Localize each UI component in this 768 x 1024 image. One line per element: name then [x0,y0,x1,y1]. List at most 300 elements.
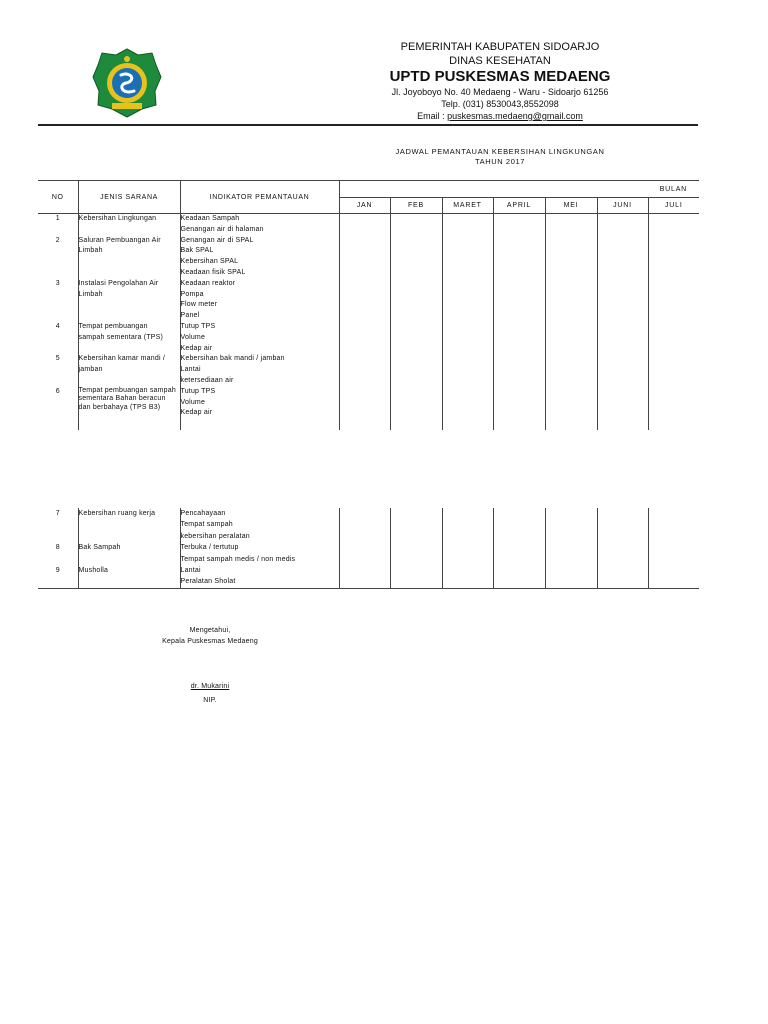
month-cell[interactable] [442,236,493,247]
month-cell[interactable] [648,519,699,530]
month-cell[interactable] [545,268,597,279]
month-cell[interactable] [442,565,493,576]
row-number [38,268,78,279]
government-name: PEMERINTAH KABUPATEN SIDOARJO [400,41,600,53]
row-indikator: Genangan air di SPAL [180,236,339,247]
month-cell[interactable] [597,508,648,519]
row-jenis-sarana: Saluran Pembuangan Air [78,236,180,247]
month-cell[interactable] [648,214,699,225]
month-cell[interactable] [545,311,597,322]
month-cell[interactable] [648,531,699,542]
month-cell[interactable] [390,214,442,225]
month-cell[interactable] [442,290,493,301]
month-cell[interactable] [648,376,699,387]
month-cell[interactable] [545,365,597,376]
month-cell[interactable] [339,554,390,565]
month-header: JULI [648,198,699,214]
month-cell[interactable] [493,300,545,311]
month-cell[interactable] [648,236,699,247]
month-header: APRIL [493,198,545,214]
signatory-name: dr. Mukarini [190,683,230,690]
row-jenis-sarana: Tempat pembuangan sampah sementara Bahan beracun dan berbahaya (TPS B3) [78,387,180,419]
row-number [38,300,78,311]
row-number [38,576,78,588]
month-cell[interactable] [390,554,442,565]
month-cell[interactable] [648,268,699,279]
month-cell[interactable] [545,246,597,257]
row-indikator: Keadaan reaktor [180,279,339,290]
month-cell[interactable] [597,576,648,588]
month-cell[interactable] [339,519,390,530]
month-cell[interactable] [648,311,699,322]
month-cell[interactable] [339,365,390,376]
month-cell[interactable] [442,542,493,553]
row-number [38,225,78,236]
header-divider [38,124,698,126]
month-cell[interactable] [339,419,390,430]
row-number: 4 [55,322,60,330]
month-cell[interactable] [597,365,648,376]
header-indikator: INDIKATOR PEMANTAUAN [180,181,339,214]
row-jenis-sarana [78,300,180,311]
month-cell[interactable] [648,565,699,576]
row-indikator: Bak SPAL [180,246,339,257]
month-header: MARET [442,198,493,214]
month-cell[interactable] [597,419,648,430]
table-row [38,354,699,365]
month-cell[interactable] [493,519,545,530]
month-cell[interactable] [493,554,545,565]
row-jenis-sarana: Limbah [78,246,180,257]
month-header: JAN [339,198,390,214]
month-cell[interactable] [493,365,545,376]
month-cell[interactable] [390,236,442,247]
month-cell[interactable] [597,279,648,290]
month-cell[interactable] [648,365,699,376]
month-cell[interactable] [339,376,390,387]
month-cell[interactable] [597,236,648,247]
row-indikator: Keadaan fisik SPAL [180,268,339,279]
month-cell[interactable] [648,290,699,301]
email-link[interactable]: puskesmas.medaeng@gmail.com [447,111,583,121]
month-cell[interactable] [390,408,442,419]
month-cell[interactable] [545,257,597,268]
row-jenis-sarana: Kebersihan ruang kerja [78,508,180,519]
month-cell[interactable] [442,311,493,322]
month-cell[interactable] [648,576,699,588]
row-number: 3 [55,279,60,287]
month-cell[interactable] [339,300,390,311]
row-number [38,257,78,268]
row-indikator: Keadaan Sampah [180,214,339,225]
month-cell[interactable] [390,576,442,588]
month-cell[interactable] [442,246,493,257]
table-row [38,311,699,322]
month-cell[interactable] [442,333,493,344]
row-jenis-sarana: jamban [78,365,180,376]
row-indikator: Pencahayaan [180,508,339,519]
row-number: 6 [55,387,60,395]
month-cell[interactable] [597,376,648,387]
signature-known-label: Mengetahui, [189,627,231,634]
table-row [38,519,699,530]
month-cell[interactable] [648,408,699,419]
row-indikator: Kedap air [180,344,339,355]
month-cell[interactable] [648,257,699,268]
address-line: Jl. Joyoboyo No. 40 Medaeng - Waru - Sidoarjo 61256 [391,87,609,97]
month-cell[interactable] [545,344,597,355]
month-cell[interactable] [597,387,648,398]
row-number [38,333,78,344]
month-cell[interactable] [442,576,493,588]
email-label: Email : [417,111,448,121]
month-cell[interactable] [339,268,390,279]
month-cell[interactable] [597,344,648,355]
month-cell[interactable] [390,290,442,301]
month-cell[interactable] [442,365,493,376]
month-cell[interactable] [597,225,648,236]
month-cell[interactable] [545,419,597,430]
table-row [38,531,699,542]
table-row [38,333,699,344]
month-cell[interactable] [390,387,442,398]
row-number [38,311,78,322]
row-jenis-sarana [78,268,180,279]
month-cell[interactable] [597,531,648,542]
month-cell[interactable] [339,408,390,419]
row-number: 5 [55,355,60,363]
row-number: 1 [55,215,60,222]
table-row [38,376,699,387]
month-cell[interactable] [339,225,390,236]
row-indikator: Kebersihan bak mandi / jamban [180,354,339,365]
row-jenis-sarana [78,519,180,530]
month-cell[interactable] [648,344,699,355]
month-cell[interactable] [339,531,390,542]
month-cell[interactable] [339,387,390,398]
month-header: FEB [390,198,442,214]
month-cell[interactable] [597,300,648,311]
table-row [38,225,699,236]
month-cell[interactable] [545,554,597,565]
month-cell[interactable] [390,508,442,519]
row-indikator: Tempat sampah [180,519,339,530]
month-cell[interactable] [493,408,545,419]
month-cell[interactable] [493,214,545,225]
month-cell[interactable] [545,236,597,247]
table-row [38,387,699,398]
month-cell[interactable] [545,565,597,576]
month-cell[interactable] [648,554,699,565]
month-cell[interactable] [339,246,390,257]
month-cell[interactable] [545,398,597,409]
row-indikator: Kedap air [180,408,339,419]
month-cell[interactable] [442,519,493,530]
schedule-table-part-2 [38,508,699,589]
month-cell[interactable] [442,508,493,519]
header-bulan: BULAN [339,181,699,198]
row-jenis-sarana [78,531,180,542]
month-cell[interactable] [648,246,699,257]
table-row [38,257,699,268]
row-jenis-sarana [78,376,180,387]
month-cell[interactable] [648,333,699,344]
month-cell[interactable] [339,322,390,333]
row-jenis-sarana [78,344,180,355]
month-cell[interactable] [442,279,493,290]
row-indikator: Tempat sampah medis / non medis [180,554,339,565]
month-cell[interactable] [339,354,390,365]
month-cell[interactable] [493,398,545,409]
month-cell[interactable] [493,257,545,268]
regency-emblem-logo [92,47,162,119]
month-cell[interactable] [390,365,442,376]
month-cell[interactable] [390,354,442,365]
month-cell[interactable] [390,311,442,322]
month-cell[interactable] [648,354,699,365]
month-cell[interactable] [390,565,442,576]
month-cell[interactable] [597,519,648,530]
month-cell[interactable] [648,387,699,398]
month-cell[interactable] [339,576,390,588]
row-number [38,531,78,542]
month-cell[interactable] [493,246,545,257]
month-cell[interactable] [442,300,493,311]
month-cell[interactable] [493,542,545,553]
month-cell[interactable] [442,214,493,225]
month-cell[interactable] [390,257,442,268]
month-cell[interactable] [390,300,442,311]
row-jenis-sarana: Kebersihan kamar mandi / [78,354,180,365]
month-cell[interactable] [390,542,442,553]
month-cell[interactable] [442,322,493,333]
row-jenis-sarana [78,225,180,236]
month-cell[interactable] [648,419,699,430]
row-number: 7 [55,510,60,517]
month-cell[interactable] [545,322,597,333]
table-row [38,554,699,565]
month-cell[interactable] [390,246,442,257]
month-cell[interactable] [390,419,442,430]
month-cell[interactable] [648,225,699,236]
month-cell[interactable] [545,354,597,365]
month-cell[interactable] [545,376,597,387]
month-cell[interactable] [545,279,597,290]
month-cell[interactable] [648,542,699,553]
month-cell[interactable] [648,508,699,519]
department-name: DINAS KESEHATAN [449,55,551,67]
month-cell[interactable] [493,531,545,542]
month-cell[interactable] [597,554,648,565]
month-cell[interactable] [648,322,699,333]
row-number [38,554,78,565]
month-cell[interactable] [597,354,648,365]
month-cell[interactable] [493,508,545,519]
row-indikator: kebersihan peralatan [180,531,339,542]
month-cell[interactable] [545,542,597,553]
month-cell[interactable] [493,322,545,333]
month-cell[interactable] [648,279,699,290]
row-jenis-sarana: Bak Sampah [78,542,180,553]
month-cell[interactable] [493,333,545,344]
table-row [38,419,699,430]
table-row [38,279,699,290]
row-indikator: Pompa [180,290,339,301]
email-line [330,111,670,121]
table-row [38,236,699,247]
month-cell[interactable] [493,268,545,279]
table-row [38,246,699,257]
month-cell[interactable] [442,554,493,565]
month-cell[interactable] [493,290,545,301]
row-jenis-sarana: Limbah [78,290,180,301]
month-cell[interactable] [545,519,597,530]
month-cell[interactable] [339,290,390,301]
row-indikator: Terbuka / tertutup [180,542,339,553]
row-indikator: Panel [180,311,339,322]
row-number: 2 [55,236,60,244]
month-cell[interactable] [597,257,648,268]
month-cell[interactable] [597,214,648,225]
month-cell[interactable] [390,225,442,236]
month-cell[interactable] [390,519,442,530]
month-cell[interactable] [442,408,493,419]
month-cell[interactable] [493,376,545,387]
month-cell[interactable] [390,333,442,344]
row-indikator: ketersediaan air [180,376,339,387]
row-indikator: Peralatan Sholat [180,576,339,588]
month-cell[interactable] [597,290,648,301]
month-cell[interactable] [339,214,390,225]
header-jenis-sarana: JENIS SARANA [78,181,180,214]
table-row [38,542,699,553]
month-cell[interactable] [442,387,493,398]
month-cell[interactable] [390,268,442,279]
month-cell[interactable] [493,387,545,398]
month-cell[interactable] [545,408,597,419]
table-row [38,365,699,376]
row-number: 8 [55,544,60,552]
institution-name: UPTD PUSKESMAS MEDAENG [389,68,611,85]
row-jenis-sarana [78,554,180,565]
month-cell[interactable] [545,300,597,311]
month-cell[interactable] [390,344,442,355]
month-cell[interactable] [493,565,545,576]
month-cell[interactable] [442,344,493,355]
month-cell[interactable] [339,257,390,268]
month-cell[interactable] [339,508,390,519]
month-cell[interactable] [339,542,390,553]
row-number [38,408,78,419]
month-cell[interactable] [545,531,597,542]
month-cell[interactable] [545,333,597,344]
row-jenis-sarana [78,576,180,588]
month-cell[interactable] [545,387,597,398]
row-number [38,398,78,409]
month-cell[interactable] [597,268,648,279]
month-cell[interactable] [442,257,493,268]
month-cell[interactable] [390,531,442,542]
month-cell[interactable] [390,398,442,409]
table-row [38,300,699,311]
row-jenis-sarana [78,419,180,430]
month-cell[interactable] [442,398,493,409]
month-cell[interactable] [597,398,648,409]
month-cell[interactable] [545,290,597,301]
month-header: MEI [545,198,597,214]
row-jenis-sarana: Instalasi Pengolahan Air [78,279,180,290]
month-cell[interactable] [493,225,545,236]
month-header: JUNI [597,198,648,214]
month-cell[interactable] [597,408,648,419]
row-indikator: Volume [180,333,339,344]
table-row [38,565,699,576]
month-cell[interactable] [493,354,545,365]
month-cell[interactable] [442,354,493,365]
month-cell[interactable] [545,508,597,519]
phone-line: Telp. (031) 8530043,8552098 [441,99,559,109]
month-cell[interactable] [648,300,699,311]
month-cell[interactable] [339,311,390,322]
row-indikator: Tutup TPS [180,322,339,333]
month-cell[interactable] [648,398,699,409]
month-cell[interactable] [442,268,493,279]
month-cell[interactable] [442,419,493,430]
month-cell[interactable] [493,236,545,247]
month-cell[interactable] [597,542,648,553]
row-number [38,519,78,530]
month-cell[interactable] [545,576,597,588]
month-cell[interactable] [597,333,648,344]
month-cell[interactable] [442,376,493,387]
month-cell[interactable] [339,344,390,355]
month-cell[interactable] [390,376,442,387]
month-cell[interactable] [339,565,390,576]
month-cell[interactable] [545,214,597,225]
row-number: 9 [55,567,60,575]
month-cell[interactable] [493,576,545,588]
row-indikator [180,419,339,430]
month-cell[interactable] [339,333,390,344]
row-indikator: Lantai [180,365,339,376]
month-cell[interactable] [597,246,648,257]
row-number [38,246,78,257]
month-cell[interactable] [597,322,648,333]
row-jenis-sarana [78,257,180,268]
month-cell[interactable] [339,398,390,409]
row-jenis-sarana: Tempat pembuangan [78,322,180,333]
table-row [38,344,699,355]
month-cell[interactable] [339,236,390,247]
month-cell[interactable] [493,419,545,430]
row-jenis-sarana: Musholla [78,565,180,576]
month-cell[interactable] [597,311,648,322]
month-cell[interactable] [442,531,493,542]
month-cell[interactable] [390,279,442,290]
month-cell[interactable] [442,225,493,236]
row-jenis-sarana [78,311,180,322]
month-cell[interactable] [545,225,597,236]
month-cell[interactable] [339,279,390,290]
row-jenis-sarana: sampah sementara (TPS) [78,333,180,344]
month-cell[interactable] [597,565,648,576]
month-cell[interactable] [493,279,545,290]
month-cell[interactable] [493,344,545,355]
schedule-table-part-1 [38,180,699,430]
month-cell[interactable] [493,311,545,322]
month-cell[interactable] [390,322,442,333]
row-indikator: Lantai [180,565,339,576]
